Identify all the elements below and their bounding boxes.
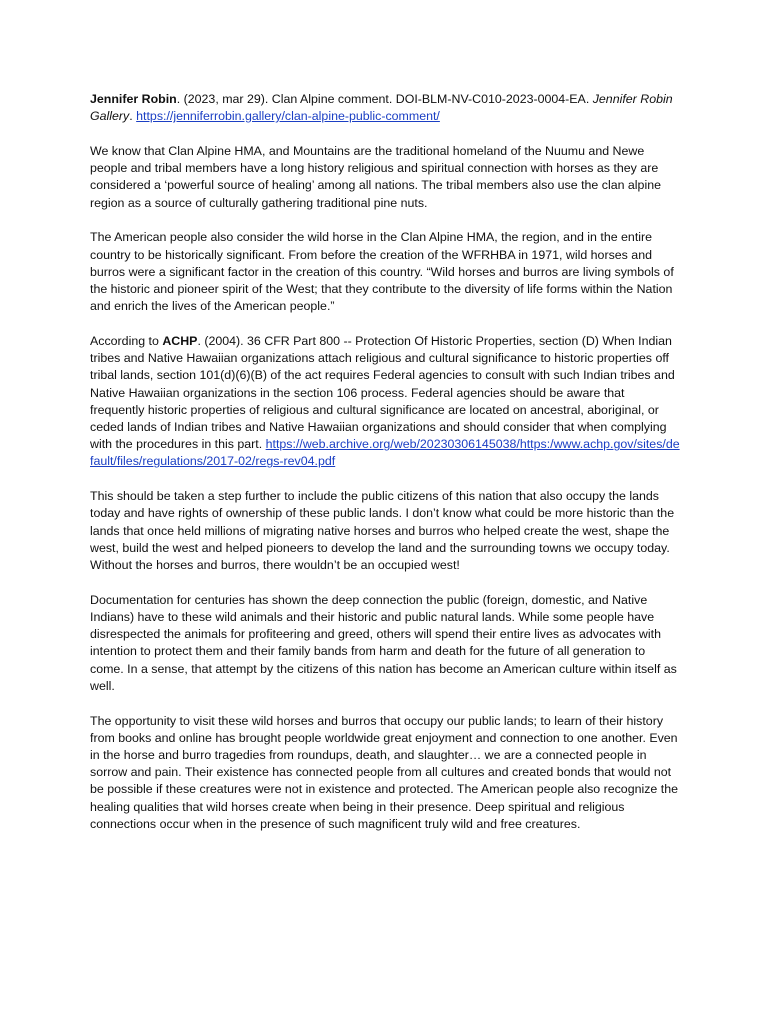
citation-date-title: . (2023, mar 29). Clan Alpine comment. DOI-BLM-NV-C010-2023-0004-EA. [176, 92, 590, 106]
achp-prefix: According to [90, 334, 163, 349]
paragraph-achp [90, 333, 682, 471]
citation-author: Jennifer Robin [90, 92, 177, 106]
paragraph-historic-significance: The American people also consider the wild horse in the Clan Alpine HMA, the region, and in the entire country to be historically significant. From before the creation of the WFRHBA in 1971, wild horses and burros were a significant factor in the creation of this country. “Wild horses and burros are living symbols of the historic and pioneer spirit of the West; that they contribute to the diversity of life forms within the Nation and enrich the lives of the American people.” [90, 230, 674, 314]
citation-link[interactable]: https://jenniferrobin.gallery/clan-alpine-public-comment/ [136, 109, 440, 124]
document-body [90, 91, 682, 851]
paragraph-documentation: Documentation for centuries has shown the deep connection the public (foreign, domestic, and Native Indians) have to these wild animals and their historic and public natural lands. While some people have disrespected the animals for profiteering and greed, others will spend their entire lives as advocates with intention to protect them and their family bands from harm and death for the future of all generation to come. In a sense, that attempt by the citizens of this nation has become an American culture within itself as well. [90, 592, 677, 693]
paragraph-opportunity: The opportunity to visit these wild horses and burros that occupy our public lands; to learn of their history from books and online has brought people worldwide great enjoyment and connection to one another. Even in the horse and burro tragedies from roundups, death, and slaughter… we are a connected people in sorrow and pain. Their existence has connected people from all cultures and created bonds that would not be possible if these creatures were not in existence and protected. The American people also recognize the healing qualities that wild horses create when being in their presence. Deep spiritual and religious connections occur when in the presence of such magnificent truly wild and free creatures. [90, 713, 678, 831]
citation-site: Jennifer Robin Gallery [90, 92, 673, 124]
achp-org: ACHP [162, 334, 198, 349]
citation-paragraph [90, 91, 682, 125]
paragraph-homeland: We know that Clan Alpine HMA, and Mountains are the traditional homeland of the Nuumu and Newe people and tribal members have a long history religious and spiritual connection with horses as they are considered a ‘powerful source of healing’ among all nations. The tribal members also use the clan alpine region as a source of culturally gathering traditional pine nuts. [90, 144, 661, 210]
citation-period: . [129, 109, 133, 124]
achp-link[interactable]: https://web.archive.org/web/20230306145038/https:/www.achp.gov/sites/default/files/regulations/2017-02/regs-rev04.pdf [90, 437, 680, 469]
achp-body: . (2004). 36 CFR Part 800 -- Protection Of Historic Properties, section (D) When Indian tribes and Native Hawaiian organizations attach religious and cultural significance to historic properties off tribal lands, section 101(d)(6)(B) of the act requires Federal agencies to consult with such Indian tribes and Native Hawaiian organizations in the section 106 process. Federal agencies should be aware that frequently historic properties of religious and cultural significance are located on ancestral, aboriginal, or ceded lands of Indian tribes and Native Hawaiian organizations and should consider that when complying with the procedures in this part. [90, 334, 675, 452]
paragraph-public-citizens: This should be taken a step further to include the public citizens of this nation that also occupy the lands today and have rights of ownership of these public lands. I don’t know what could be more historic than the lands that once held millions of migrating native horses and burros who helped create the west, shape the west, build the west and helped pioneers to develop the land and the surrounding towns we occupy today. Without the horses and burros, there wouldn’t be an occupied west! [90, 489, 675, 573]
